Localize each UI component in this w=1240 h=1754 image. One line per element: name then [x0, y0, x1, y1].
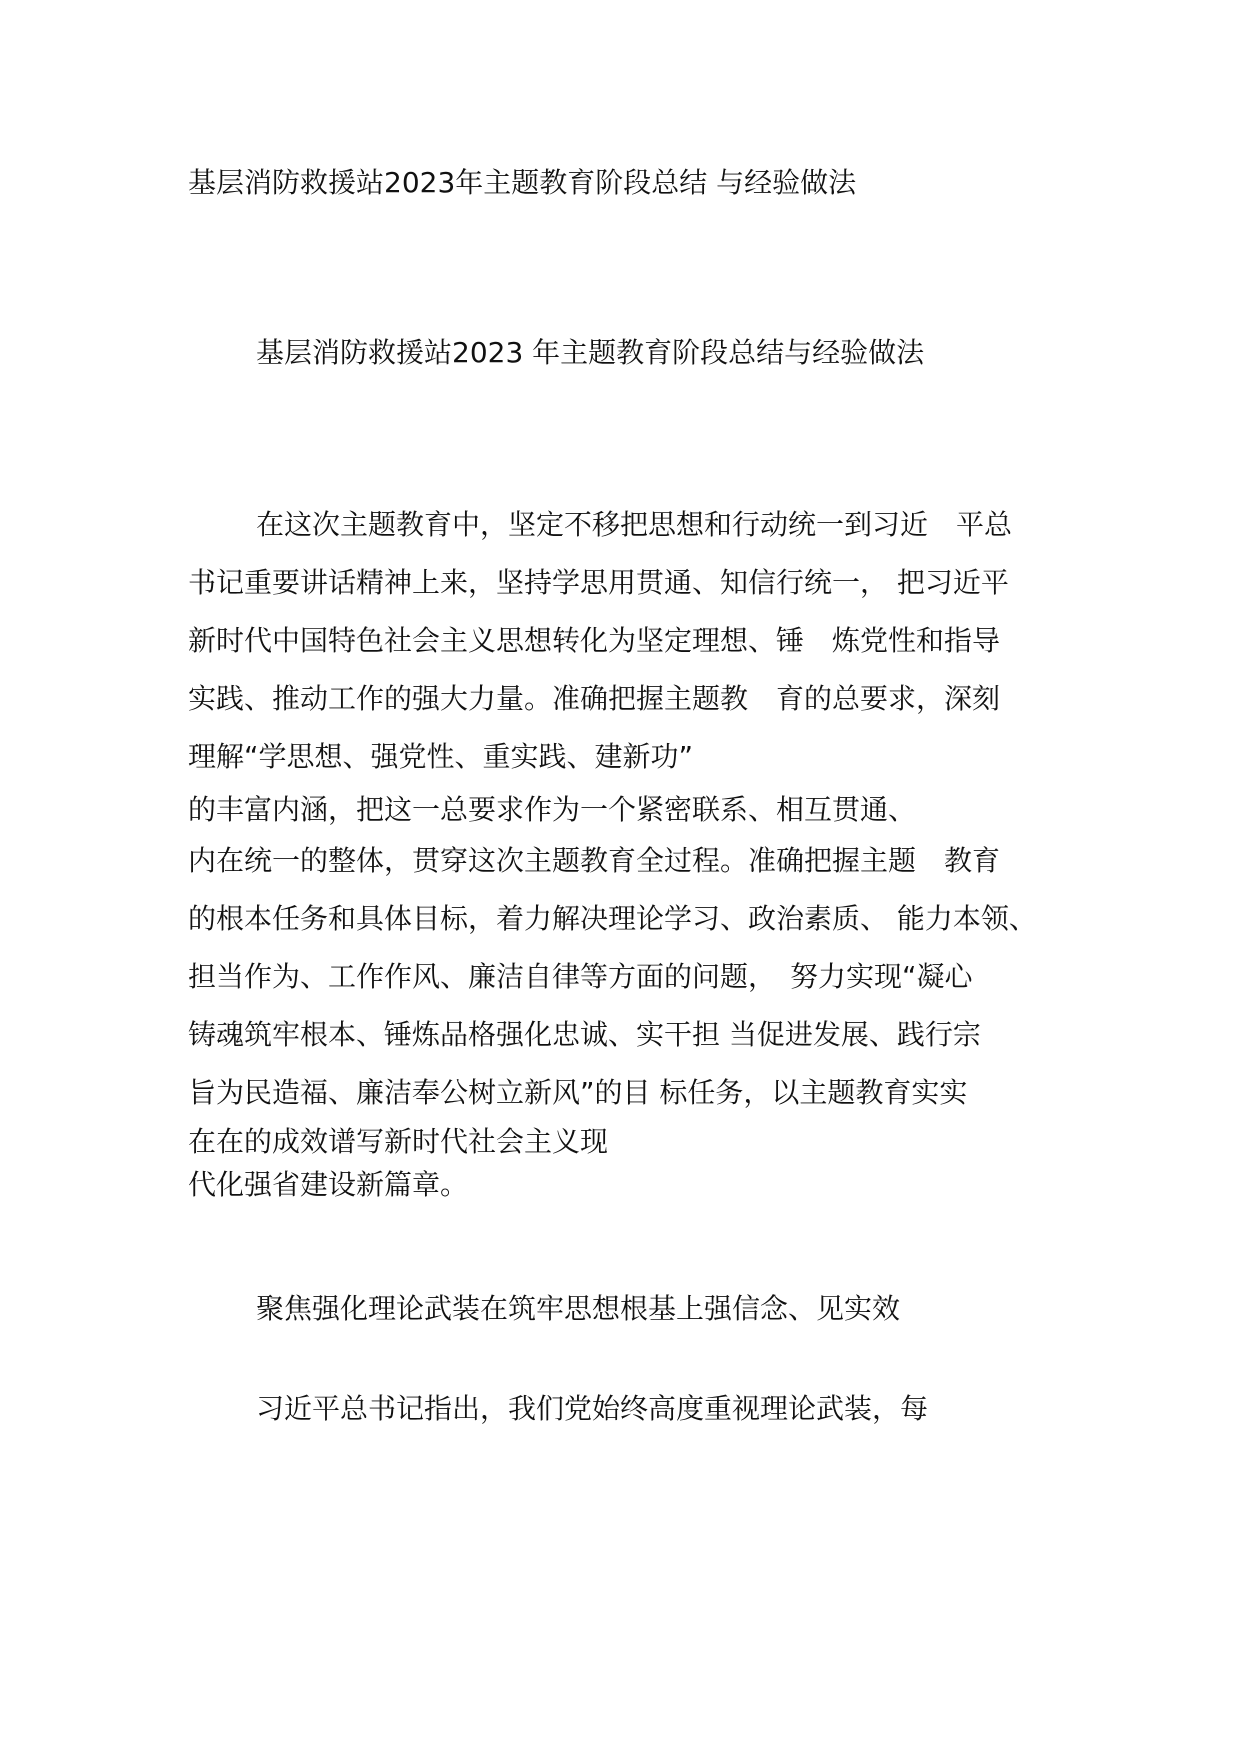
intro-line-8: 的根本任务和具体目标，着力解决理论学习、政治素质、 能力本领、	[188, 902, 1037, 935]
intro-line-2: 书记重要讲话精神上来，坚持学思用贯通、知信行统一， 把习近平	[188, 566, 1009, 599]
intro-line-6: 的丰富内涵，把这一总要求作为一个紧密联系、相互贯通、	[188, 793, 917, 826]
document-header: 基层消防救援站2023年主题教育阶段总结 与经验做法	[188, 166, 857, 199]
section-heading: 聚焦强化理论武装在筑牢思想根基上强信念、见实效	[256, 1292, 901, 1325]
intro-line-1: 在这次主题教育中，坚定不移把思想和行动统一到习近 平总	[256, 508, 1013, 541]
intro-line-13: 代化强省建设新篇章。	[188, 1168, 469, 1201]
document-title: 基层消防救援站2023 年主题教育阶段总结与经验做法	[256, 336, 925, 369]
intro-line-12: 在在的成效谱写新时代社会主义现	[188, 1125, 609, 1158]
intro-line-7: 内在统一的整体，贯穿这次主题教育全过程。准确把握主题 教育	[188, 844, 1001, 877]
intro-line-9: 担当作为、工作作风、廉洁自律等方面的问题， 努力实现“凝心	[188, 960, 973, 993]
section-paragraph-line-1: 习近平总书记指出，我们党始终高度重视理论武装，每	[256, 1392, 929, 1425]
intro-line-11: 旨为民造福、廉洁奉公树立新风”的目 标任务，以主题教育实实	[188, 1076, 968, 1109]
intro-line-5: 理解“学思想、强党性、重实践、建新功”	[188, 740, 694, 773]
intro-line-10: 铸魂筑牢根本、锤炼品格强化忠诚、实干担 当促进发展、践行宗	[188, 1018, 981, 1051]
intro-line-4: 实践、推动工作的强大力量。准确把握主题教 育的总要求，深刻	[188, 682, 1001, 715]
intro-line-3: 新时代中国特色社会主义思想转化为坚定理想、锤 炼党性和指导	[188, 624, 1001, 657]
